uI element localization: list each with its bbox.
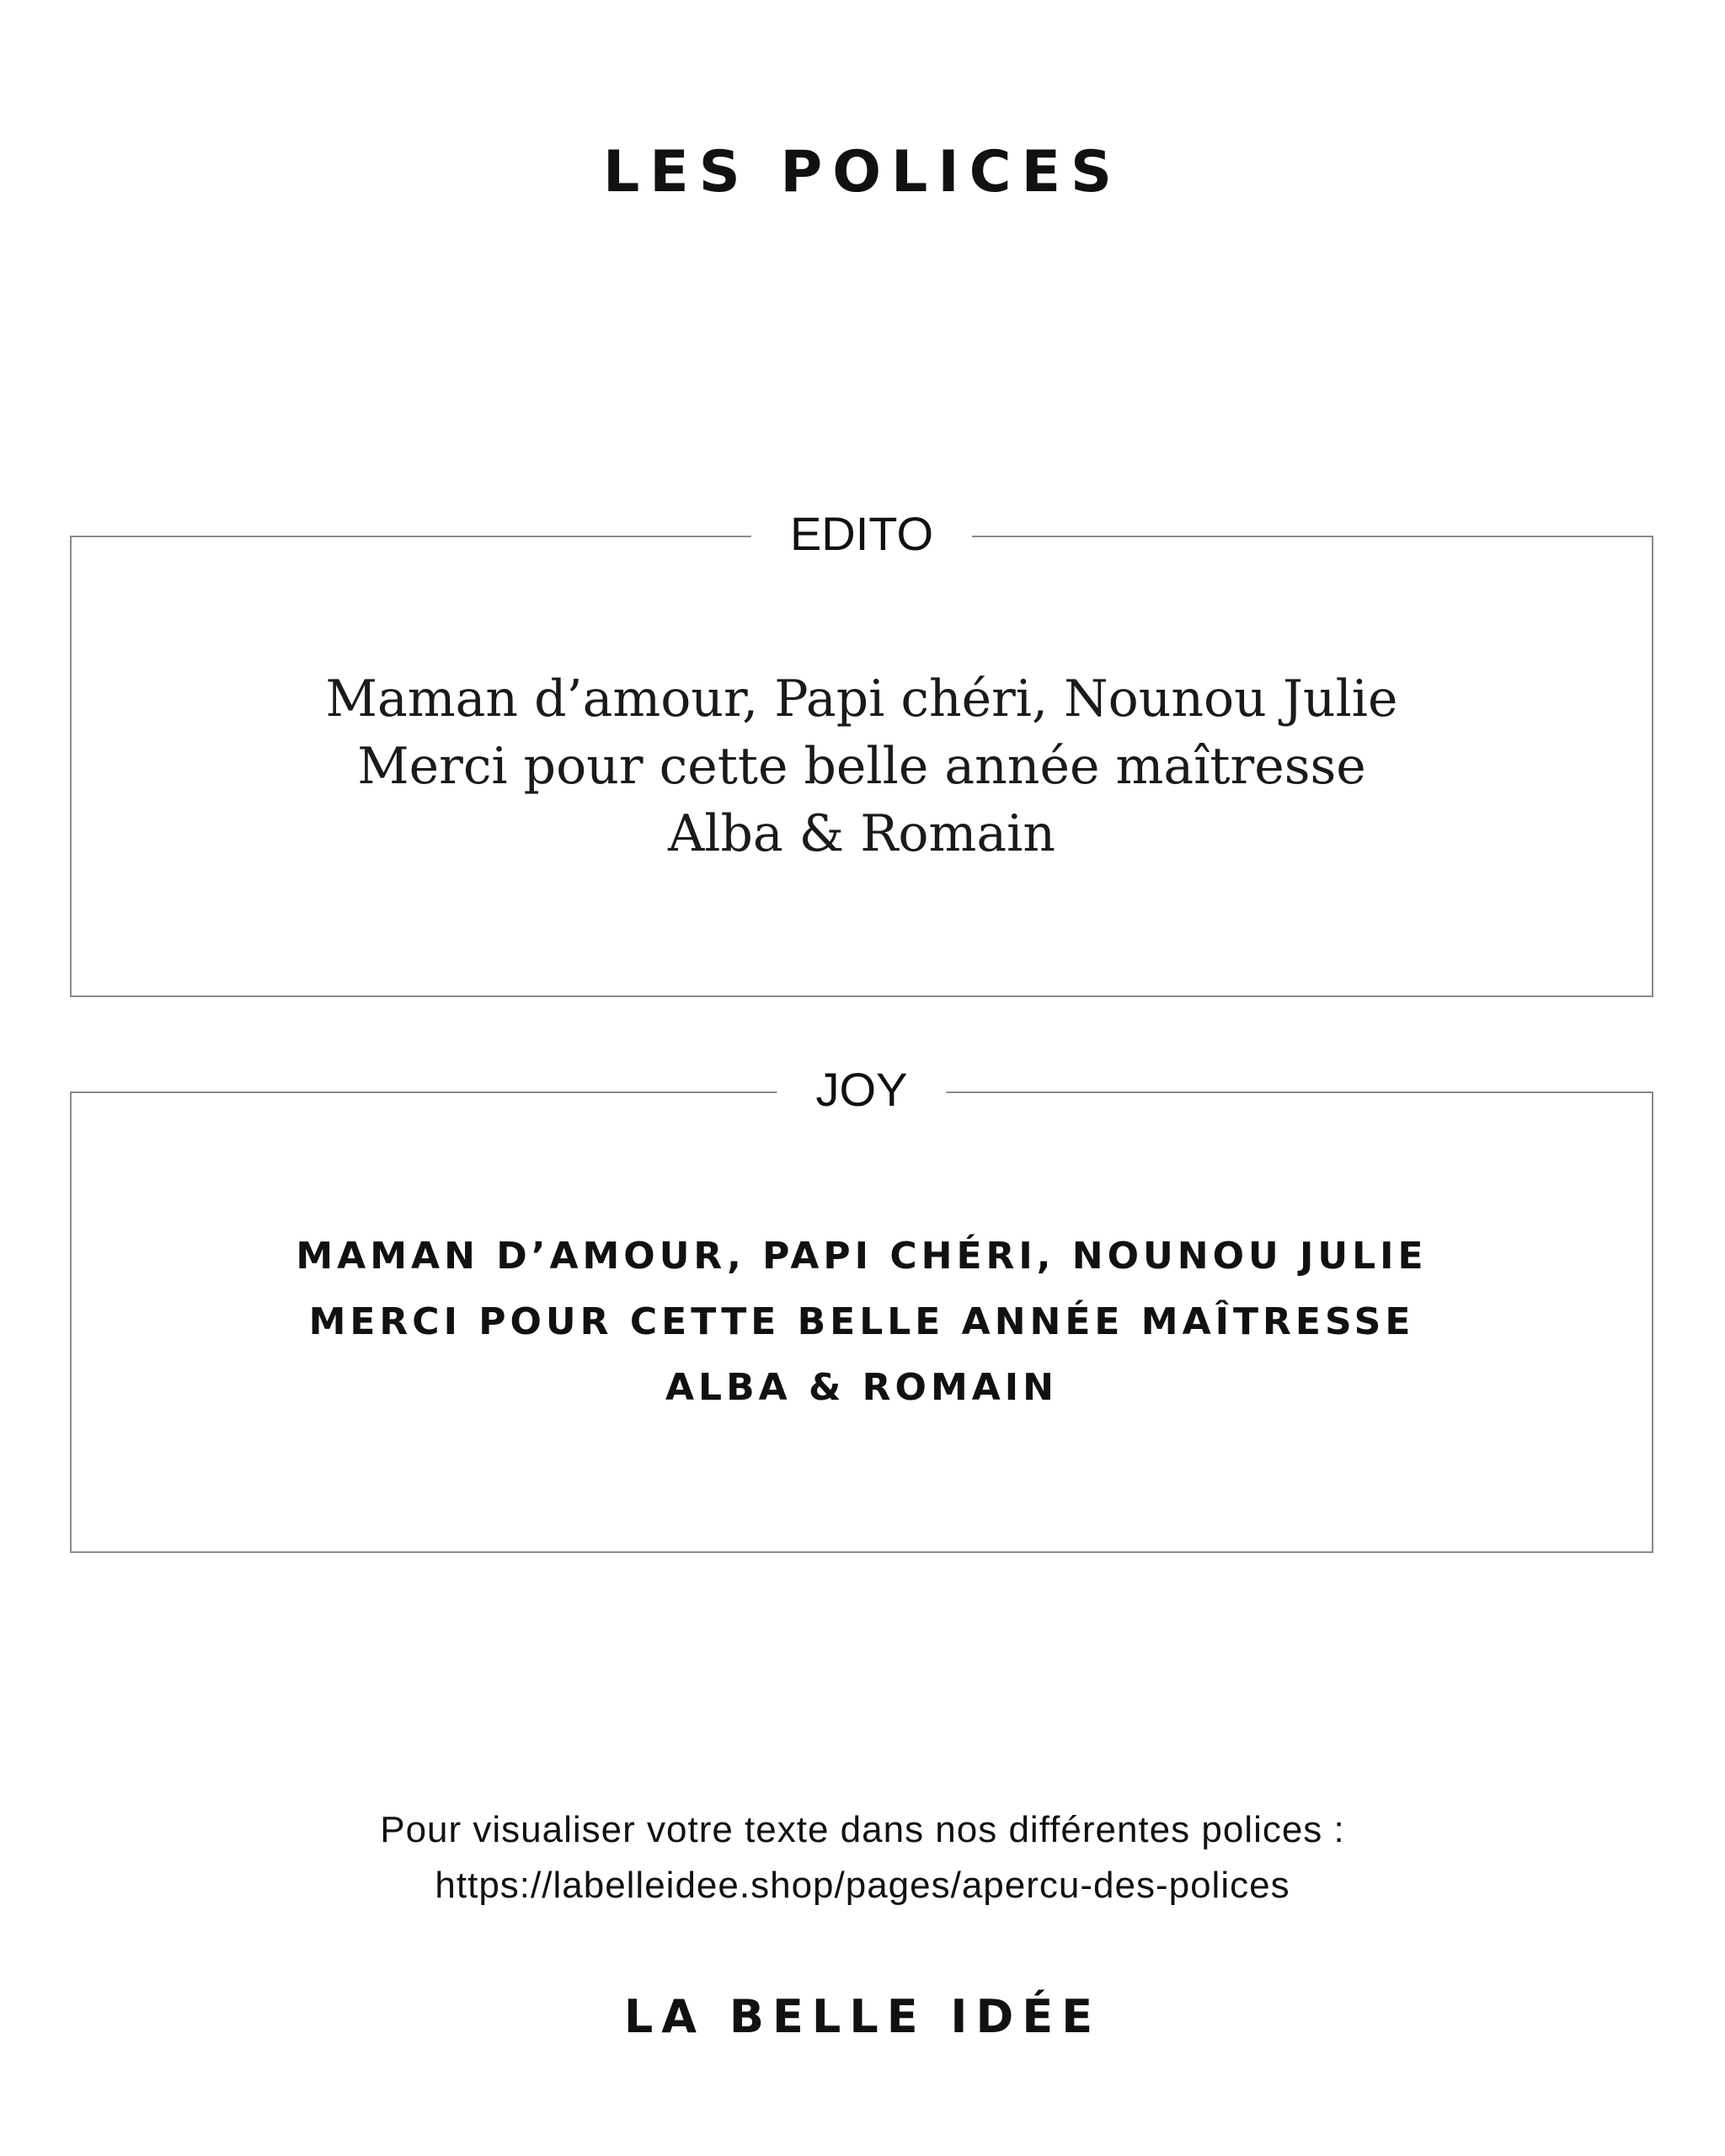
brand-logo-text: LA BELLE IDÉE — [623, 1990, 1102, 2043]
footer-instruction: Pour visualiser votre texte dans nos différentes polices : — [380, 1809, 1345, 1850]
font-sample-text-edito — [72, 537, 1652, 995]
font-sample-box-joy — [70, 1063, 1653, 1553]
sample-line: Alba & Romain — [667, 804, 1056, 863]
font-name-label-joy: JOY — [777, 1060, 947, 1119]
sample-line: Maman d’amour, Papi chéri, Nounou Julie — [325, 670, 1398, 728]
font-name-label-edito: EDITO — [751, 504, 972, 563]
font-sample-text-joy — [72, 1093, 1652, 1551]
sample-line: MAMAN D’AMOUR, PAPI CHÉRI, NOUNOU JULIE — [296, 1235, 1428, 1278]
sample-line: ALBA & ROMAIN — [665, 1366, 1058, 1409]
sample-line: MERCI POUR CETTE BELLE ANNÉE MAÎTRESSE — [308, 1300, 1415, 1343]
page-title: LES POLICES — [602, 139, 1123, 205]
footer-url-link[interactable]: https://labelleidee.shop/pages/apercu-des-polices — [435, 1865, 1290, 1906]
font-sample-box-edito — [70, 507, 1653, 997]
sample-line: Merci pour cette belle année maîtresse — [357, 737, 1366, 796]
footer-note — [0, 1802, 1725, 1913]
